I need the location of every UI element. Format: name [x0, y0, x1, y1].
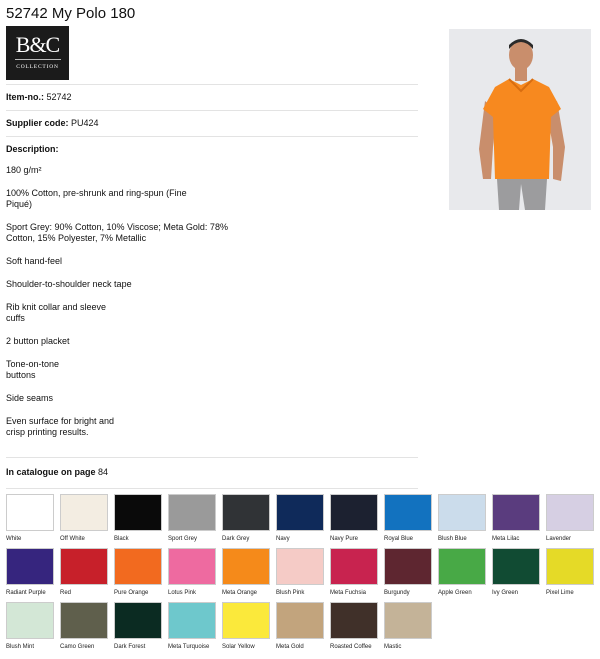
logo-subtitle: COLLECTION	[16, 64, 59, 70]
color-swatch-box[interactable]	[222, 602, 270, 639]
brand-logo	[6, 26, 69, 80]
color-swatch-label: Meta Orange	[222, 590, 258, 596]
color-swatch[interactable]	[6, 494, 54, 548]
color-swatch-label: Blush Mint	[6, 644, 35, 650]
color-swatch-label: Red	[60, 590, 72, 596]
color-swatch-label: Apple Green	[438, 590, 472, 596]
color-swatch[interactable]	[222, 602, 270, 656]
page-title: 52742 My Polo 180	[6, 5, 136, 22]
color-swatch-label: Lotus Pink	[168, 590, 197, 596]
color-swatch-box[interactable]	[276, 494, 324, 531]
color-swatch-label: Navy	[276, 536, 290, 542]
color-swatch-label: Pixel Lime	[546, 590, 574, 596]
catalogue-label: In catalogue on page	[6, 467, 96, 477]
color-swatch-label: Meta Fuchsia	[330, 590, 367, 596]
color-swatch[interactable]	[438, 494, 486, 548]
color-swatch[interactable]	[114, 494, 162, 548]
color-swatch[interactable]	[6, 548, 54, 602]
color-swatch-box[interactable]	[438, 548, 486, 585]
color-swatch-box[interactable]	[276, 602, 324, 639]
description-line: Rib knit collar and sleeve cuffs	[6, 302, 107, 323]
item-number-label: Item-no.:	[6, 92, 44, 102]
color-swatch-label: Blush Pink	[276, 590, 305, 596]
supplier-code-value: PU424	[71, 118, 99, 128]
color-swatch-box[interactable]	[330, 602, 378, 639]
logo-monogram: B&C	[15, 32, 60, 57]
description-line: Shoulder-to-shoulder neck tape	[6, 279, 132, 289]
color-swatch[interactable]	[114, 602, 162, 656]
color-swatch-label: Radiant Purple	[6, 590, 46, 596]
color-swatch-box[interactable]	[222, 494, 270, 531]
description-line: Side seams	[6, 393, 54, 403]
description-line: Even surface for bright and crisp printing results.	[6, 416, 115, 437]
color-swatch-box[interactable]	[546, 548, 594, 585]
color-swatch-label: Navy Pure	[330, 536, 359, 542]
color-swatch-label: Black	[114, 536, 129, 542]
color-swatch-row	[6, 494, 592, 548]
color-swatch-box[interactable]	[6, 548, 54, 585]
description-section	[6, 136, 418, 457]
color-swatch-label: Dark Grey	[222, 536, 250, 542]
color-swatch-box[interactable]	[60, 494, 108, 531]
color-swatch[interactable]	[492, 494, 540, 548]
color-swatch-label: Royal Blue	[384, 536, 414, 542]
color-swatch-label: Lavender	[546, 536, 572, 542]
color-swatch[interactable]	[60, 548, 108, 602]
color-swatch[interactable]	[438, 548, 486, 602]
product-info	[6, 84, 418, 489]
color-swatch-box[interactable]	[384, 548, 432, 585]
color-swatch[interactable]	[276, 494, 324, 548]
color-swatch[interactable]	[330, 494, 378, 548]
color-swatch-label: Solar Yellow	[222, 644, 255, 650]
color-swatch-box[interactable]	[222, 548, 270, 585]
color-swatch[interactable]	[546, 548, 594, 602]
color-swatch[interactable]	[222, 548, 270, 602]
logo-divider	[15, 59, 61, 60]
color-swatch-box[interactable]	[114, 494, 162, 531]
item-number-row	[6, 84, 418, 110]
product-photo	[449, 29, 591, 210]
description-label: Description:	[6, 144, 59, 154]
color-swatch-box[interactable]	[546, 494, 594, 531]
color-swatch[interactable]	[6, 602, 54, 656]
color-swatch-label: Mastic	[384, 644, 402, 650]
color-swatch-box[interactable]	[438, 494, 486, 531]
description-line: Sport Grey: 90% Cotton, 10% Viscose; Meta Gold: 78% Cotton, 15% Polyester, 7% Metallic	[6, 222, 228, 243]
color-swatch-label: White	[6, 536, 22, 542]
model-illustration	[449, 29, 591, 210]
color-swatch-label: Burgundy	[384, 590, 410, 596]
color-swatch-box[interactable]	[330, 548, 378, 585]
color-swatch-label: Off White	[60, 536, 85, 542]
color-swatch-box[interactable]	[114, 548, 162, 585]
color-swatch-box[interactable]	[60, 602, 108, 639]
color-swatch-box[interactable]	[60, 548, 108, 585]
color-swatch-box[interactable]	[168, 494, 216, 531]
color-swatch-box[interactable]	[330, 494, 378, 531]
color-swatch-label: Sport Grey	[168, 536, 198, 542]
shirt-shape	[483, 79, 561, 179]
color-swatch-label: Blush Blue	[438, 536, 467, 542]
color-swatch-label: Meta Turquoise	[168, 644, 210, 650]
description-line: Soft hand-feel	[6, 256, 63, 266]
color-swatch-box[interactable]	[384, 602, 432, 639]
color-swatch-label: Meta Lilac	[492, 536, 520, 542]
catalogue-page: 84	[98, 467, 109, 477]
color-swatch-label: Dark Forest	[114, 644, 146, 650]
color-swatch-box[interactable]	[492, 494, 540, 531]
color-swatch[interactable]	[60, 494, 108, 548]
color-swatch[interactable]	[330, 548, 378, 602]
color-swatch-box[interactable]	[276, 548, 324, 585]
color-swatch[interactable]	[168, 548, 216, 602]
color-swatch-row	[6, 602, 592, 656]
item-number-value: 52742	[46, 92, 72, 102]
color-swatch-box[interactable]	[384, 494, 432, 531]
color-swatch-label: Roasted Coffee	[330, 644, 372, 650]
color-swatch[interactable]	[384, 548, 432, 602]
color-swatch-label: Meta Gold	[276, 644, 304, 650]
color-swatch[interactable]	[384, 494, 432, 548]
color-swatch-label: Pure Orange	[114, 590, 149, 596]
color-swatch[interactable]	[330, 602, 378, 656]
supplier-code-row	[6, 110, 418, 136]
description-line: 2 button placket	[6, 336, 70, 346]
color-swatch[interactable]	[384, 602, 432, 656]
color-swatch[interactable]	[546, 494, 594, 548]
color-swatch[interactable]	[222, 494, 270, 548]
color-swatch[interactable]	[168, 602, 216, 656]
color-swatch[interactable]	[168, 494, 216, 548]
color-swatch[interactable]	[114, 548, 162, 602]
description-line: Tone-on-tone buttons	[6, 359, 60, 380]
color-swatch-label: Ivy Green	[492, 590, 519, 596]
description-line: 100% Cotton, pre-shrunk and ring-spun (Fine Piqué)	[6, 188, 187, 209]
color-swatch-box[interactable]	[168, 548, 216, 585]
color-swatch-row	[6, 548, 592, 602]
color-swatch-box[interactable]	[492, 548, 540, 585]
description-line: 180 g/m²	[6, 165, 42, 175]
color-swatch[interactable]	[276, 548, 324, 602]
catalogue-row	[6, 457, 418, 489]
color-swatch-box[interactable]	[168, 602, 216, 639]
color-swatch[interactable]	[60, 602, 108, 656]
color-swatch-box[interactable]	[6, 602, 54, 639]
color-swatch-label: Camo Green	[60, 644, 95, 650]
color-swatch[interactable]	[492, 548, 540, 602]
color-swatch-box[interactable]	[6, 494, 54, 531]
color-swatch[interactable]	[276, 602, 324, 656]
color-swatch-grid	[6, 494, 592, 656]
color-swatch-box[interactable]	[114, 602, 162, 639]
supplier-code-label: Supplier code:	[6, 118, 69, 128]
